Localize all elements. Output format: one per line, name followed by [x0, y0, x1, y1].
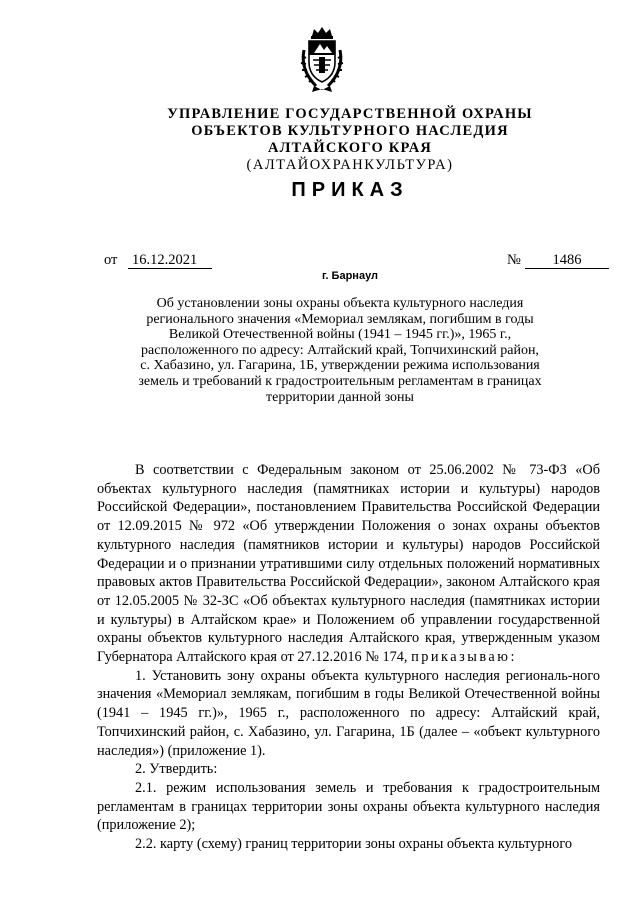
- organization-header: [100, 106, 600, 174]
- coat-of-arms-emblem: [296, 26, 348, 94]
- preamble-text: В соответствии с Федеральным законом от 25.06.2002 № 73-ФЗ «Об объектах культурного наследия (памятниках истории и культуры) народов Российской Федерации», постановлением Правительства Российской Федерации от 12.09.2015 № 972 «Об утверждении Положения о зонах охраны объектов культурного наследия (памятников истории и культуры) народов Российской Федерации и о признании утратившими силу отдельных положений нормативных правовых актов Правительства Российской Федерации», законом Алтайского края от 12.05.2005 № 32-ЗС «Об объектах культурного наследия (памятниках истории и культуры) в Алтайском крае» и Положением об управлении государственной охраны объектов культурного наследия Алтайского края, утвержденным указом Губернатора Алтайского края от 27.12.2016 № 174,: [97, 462, 600, 666]
- org-name-line-2: ОБЪЕКТОВ КУЛЬТУРНОГО НАСЛЕДИЯ: [191, 123, 509, 139]
- preamble-paragraph: [97, 461, 600, 667]
- document-title: ПРИКАЗ: [291, 179, 409, 201]
- city-name: г. Барнаул: [321, 270, 379, 282]
- document-number: 1486: [525, 252, 609, 269]
- clause-2-1: 2.1. режим использования земель и требования к градостроительным регламентам в границах территории зоны охраны объекта культурного наследия (приложение 2);: [97, 779, 600, 834]
- document-body: [97, 461, 600, 854]
- number-label: №: [507, 252, 521, 268]
- order-word: приказываю:: [411, 649, 517, 666]
- clause-2-2: 2.2. карту (схему) границ территории зоны охраны объекта культурного: [135, 836, 572, 853]
- document-subject: Об установлении зоны охраны объекта культурного наследия регионального значения «Мемориал землякам, погибшим в годы Великой Отечественной войны (1941 – 1945 гг.)», 1965 г., расположенного по адресу: Алтайский край, Топчихинский район, с. Хабазино, ул. Гагарина, 1Б, утверждении режима использования земель и требований к градостроительным регламентам в границах территории данной зоны: [138, 296, 542, 405]
- org-name-line-3: АЛТАЙСКОГО КРАЯ: [267, 140, 433, 156]
- clause-1: 1. Установить зону охраны объекта культурного наследия региональ-ного значения «Мемориал землякам, погибшим в годы Великой Отечественной войны (1941 – 1945 гг.)», 1965 г., расположенного по адресу: Алтайский край, Топчихинский район, с. Хабазино, ул. Гагарина, 1Б (далее – «объект культурного наследия») (приложение 1).: [97, 667, 600, 759]
- org-short-name: (АЛТАЙОХРАНКУЛЬТУРА): [246, 157, 454, 173]
- clause-2: 2. Утвердить:: [135, 761, 218, 778]
- date-label: от: [104, 252, 118, 268]
- org-name-line-1: УПРАВЛЕНИЕ ГОСУДАРСТВЕННОЙ ОХРАНЫ: [167, 106, 533, 122]
- document-date: 16.12.2021: [128, 252, 212, 269]
